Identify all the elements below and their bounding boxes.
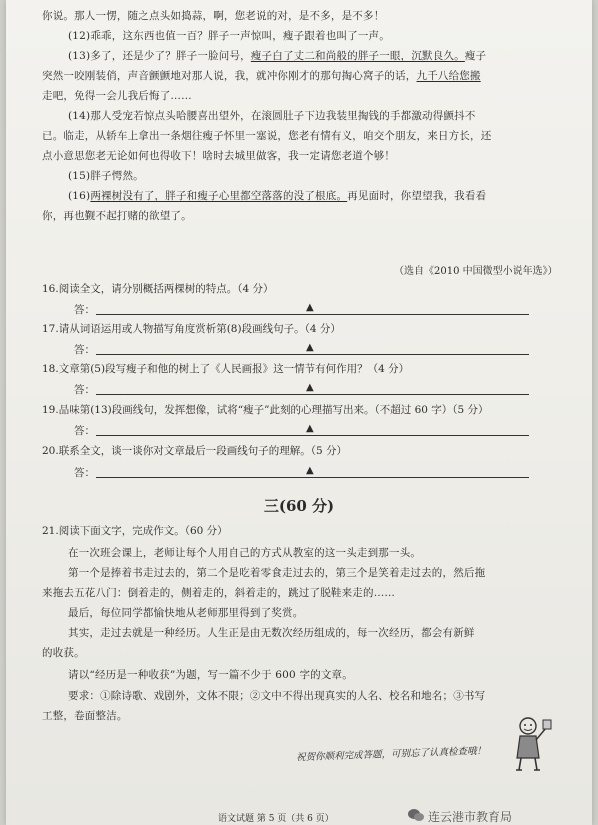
passage-line-13: (13)多了，还是少了？胖子一脸问号，瘦子白了丈二和尚般的胖子一眼，沉默良久。瘦子 bbox=[68, 50, 487, 62]
answer-field-19[interactable] bbox=[74, 423, 529, 437]
passage-line-13-cont: 突然一咬刚装俏，声音颤颤地对那人说，我，就冲你刚才的那句掏心窝子的话，九千八给您搬 bbox=[42, 70, 481, 82]
composition-line: 的收获。 bbox=[42, 647, 85, 659]
composition-line: 其实，走过去就是一种经历。人生正是由无数次经历组成的，每一次经历，都会有新鲜 bbox=[68, 627, 475, 639]
triangle-mark-icon: ▲ bbox=[306, 382, 314, 393]
triangle-mark-icon: ▲ bbox=[306, 342, 314, 353]
composition-line: 第一个是捧着书走过去的，第二个是吃着零食走过去的，第三个是笑着走过去的，然后拖 bbox=[68, 567, 486, 579]
cartoon-mascot-icon bbox=[506, 714, 554, 774]
composition-line: 要求：①除诗歌、戏剧外，文体不限；②文中不得出现真实的人名、校名和地名；③书写 bbox=[68, 690, 486, 702]
answer-field-20[interactable] bbox=[74, 465, 529, 479]
exam-page bbox=[6, 0, 592, 825]
composition-line: 来拖去五花八门：倒着走的，侧着走的，斜着走的，跳过了脱鞋来走的…… bbox=[42, 587, 396, 599]
passage-line-16: (16)两裸树没有了，胖子和瘦子心里都空落落的没了根底。再见面时，你望望我，我看看 bbox=[68, 190, 487, 202]
watermark-text: 连云港市教育局 bbox=[428, 810, 513, 824]
question-18: 18.文章第(5)段写瘦子和他的树上了《人民画报》这一情节有何作用？（4 分） bbox=[42, 363, 410, 375]
underlined-sentence-13b: 九千八给您搬 bbox=[416, 70, 481, 82]
triangle-mark-icon: ▲ bbox=[306, 423, 314, 434]
composition-line: 在一次班会课上，老师让每个人用自己的方式从教室的这一头走到那一头。 bbox=[68, 547, 422, 559]
question-19: 19.品味第(13)段画线句，发挥想像，试将“瘦子”此刻的心理描写出来。（不超过 60 字）（5 分） bbox=[42, 404, 489, 416]
answer-line bbox=[96, 354, 529, 355]
underlined-sentence-13: 瘦子白了丈二和尚般的胖子一眼，沉默良久。 bbox=[250, 50, 465, 62]
composition-prompt: 21.阅读下面文字，完成作文。（60 分） bbox=[42, 525, 228, 537]
answer-field-16[interactable] bbox=[74, 302, 529, 316]
answer-field-17[interactable] bbox=[74, 342, 529, 356]
passage-line: 你，再也觐不起打赌的欲望了。 bbox=[42, 210, 192, 222]
passage-line: 点小意思您老无论如何也得收下！啥时去城里做客，我一定请您老道个够！ bbox=[42, 150, 396, 162]
question-17: 17.请从词语运用或人物描写角度赏析第(8)段画线句子。（4 分） bbox=[42, 323, 341, 335]
section-title: 三(60 分) bbox=[263, 497, 335, 515]
passage-line: 你说。那人一愣，随之点头如捣蒜，啊，您老说的对，是不多，是不多！ bbox=[42, 10, 385, 22]
answer-line bbox=[96, 477, 529, 478]
passage-line: (12)乖乖，这东西也值一百？胖子一声惊叫，瘦子跟着也叫了一声。 bbox=[68, 30, 390, 42]
triangle-mark-icon: ▲ bbox=[306, 465, 314, 476]
answer-label: 答： bbox=[74, 344, 95, 356]
passage-source: （选自《2010 中国微型小说年选》） bbox=[394, 266, 558, 277]
passage-line: (15)胖子愕然。 bbox=[68, 170, 144, 182]
answer-field-18[interactable] bbox=[74, 382, 529, 396]
answer-label: 答： bbox=[74, 467, 95, 479]
answer-label: 答： bbox=[74, 304, 95, 316]
answer-line bbox=[96, 314, 529, 315]
answer-label: 答： bbox=[74, 425, 95, 437]
passage-line: 走吧，免得一会儿我后悔了…… bbox=[42, 90, 192, 102]
composition-line: 最后，每位同学都愉快地从老师那里得到了奖赏。 bbox=[68, 607, 304, 619]
closing-wish: 祝贺你顺利完成答题，可别忘了认真检查哦！ bbox=[295, 745, 487, 764]
underlined-sentence-16: 两裸树没有了，胖子和瘦子心里都空落落的没了根底。 bbox=[90, 190, 348, 202]
passage-line: (14)那人受宠若惊点头哈腰喜出望外，在滚圆肚子下边我装里掏钱的手都激动得颤抖不 bbox=[68, 110, 476, 122]
question-16: 16.阅读全文，请分别概括两棵树的特点。（4 分） bbox=[42, 283, 274, 295]
answer-line bbox=[96, 394, 529, 395]
triangle-mark-icon: ▲ bbox=[306, 302, 314, 313]
answer-line bbox=[96, 435, 529, 436]
composition-line: 请以“经历是一种收获”为题，写一篇不少于 600 字的文章。 bbox=[68, 669, 353, 681]
answer-label: 答： bbox=[74, 384, 95, 396]
page-footer: 语文试题 第 5 页（共 6 页） bbox=[218, 814, 334, 824]
composition-line: 工整，卷面整洁。 bbox=[42, 710, 128, 722]
question-20: 20.联系全文，谈一谈你对文章最后一段画线句子的理解。（5 分） bbox=[42, 445, 347, 457]
wechat-logo-icon bbox=[408, 808, 424, 822]
passage-line: 已。临走，从轿车上拿出一条烟往瘦子怀里一塞说，您老有情有义，咱交个朋友，来日方长，还 bbox=[42, 130, 492, 142]
